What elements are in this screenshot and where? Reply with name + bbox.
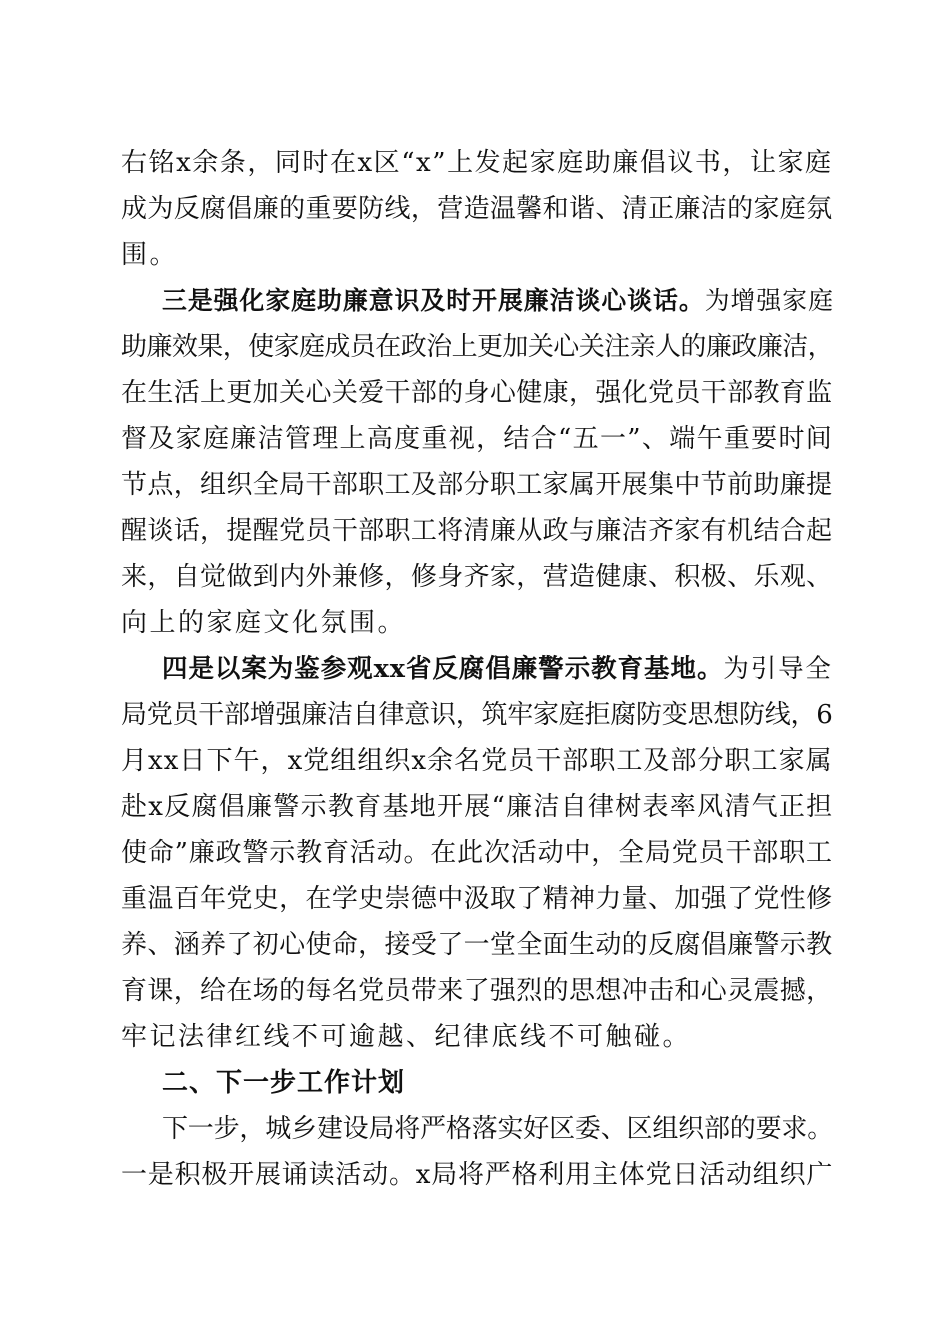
paragraph-line: 下一步，城乡建设局将严格落实好区委、区组织部的要求。: [162, 1114, 834, 1144]
paragraph-line: 成为反腐倡廉的重要防线，营造温馨和谐、清正廉洁的家庭氛: [121, 194, 833, 224]
paragraph-line: [162, 285, 833, 317]
paragraph-line: 在生活上更加关心关爱干部的身心健康，强化党员干部教育监: [121, 378, 833, 408]
paragraph-text: 为引导全: [723, 654, 833, 684]
paragraph-line: 育课，给在场的每名党员带来了强烈的思想冲击和心灵震撼，: [121, 976, 833, 1006]
paragraph-line: 督及家庭廉洁管理上高度重视，结合“五一”、端午重要时间: [121, 424, 834, 454]
section-heading: 二、下一步工作计划: [162, 1068, 406, 1098]
paragraph-text: 为增强家庭: [704, 286, 834, 315]
paragraph-lead: 三是强化家庭助廉意识及时开展廉洁谈心谈话。: [162, 286, 705, 315]
paragraph-lead: 四是以案为鉴参观xx省反腐倡廉警示教育基地。: [162, 654, 724, 684]
paragraph-line: 右铭x余条，同时在x区“x”上发起家庭助廉倡议书，让家庭: [121, 148, 833, 178]
paragraph-line: 牢记法律红线不可逾越、纪律底线不可触碰。: [121, 1022, 692, 1052]
paragraph-line: 来，自觉做到内外兼修，修身齐家，营造健康、积极、乐观、: [121, 562, 833, 592]
paragraph-line: 重温百年党史，在学史崇德中汲取了精神力量、加强了党性修: [121, 884, 833, 914]
paragraph-line: 助廉效果，使家庭成员在政治上更加关心关注亲人的廉政廉洁，: [121, 332, 834, 362]
paragraph-line: 醒谈话，提醒党员干部职工将清廉从政与廉洁齐家有机结合起: [121, 516, 833, 546]
paragraph-line: 赴x反腐倡廉警示教育基地开展“廉洁自律树表率风清气正担: [121, 792, 834, 822]
paragraph-line: 围。: [121, 240, 179, 270]
paragraph-line: 局党员干部增强廉洁自律意识，筑牢家庭拒腐防变思想防线，6: [121, 700, 833, 730]
paragraph-line: 使命”廉政警示教育活动。在此次活动中，全局党员干部职工: [121, 838, 833, 868]
paragraph-line: 节点，组织全局干部职工及部分职工家属开展集中节前助廉提: [121, 470, 833, 500]
paragraph-line: 向上的家庭文化氛围。: [121, 608, 407, 638]
paragraph-line: 一是积极开展诵读活动。x局将严格利用主体党日活动组织广: [121, 1160, 834, 1190]
paragraph-line: 月xx日下午，x党组组织x余名党员干部职工及部分职工家属: [121, 746, 833, 776]
paragraph-line: 养、涵养了初心使命，接受了一堂全面生动的反腐倡廉警示教: [121, 930, 833, 960]
paragraph-line: [162, 653, 833, 685]
